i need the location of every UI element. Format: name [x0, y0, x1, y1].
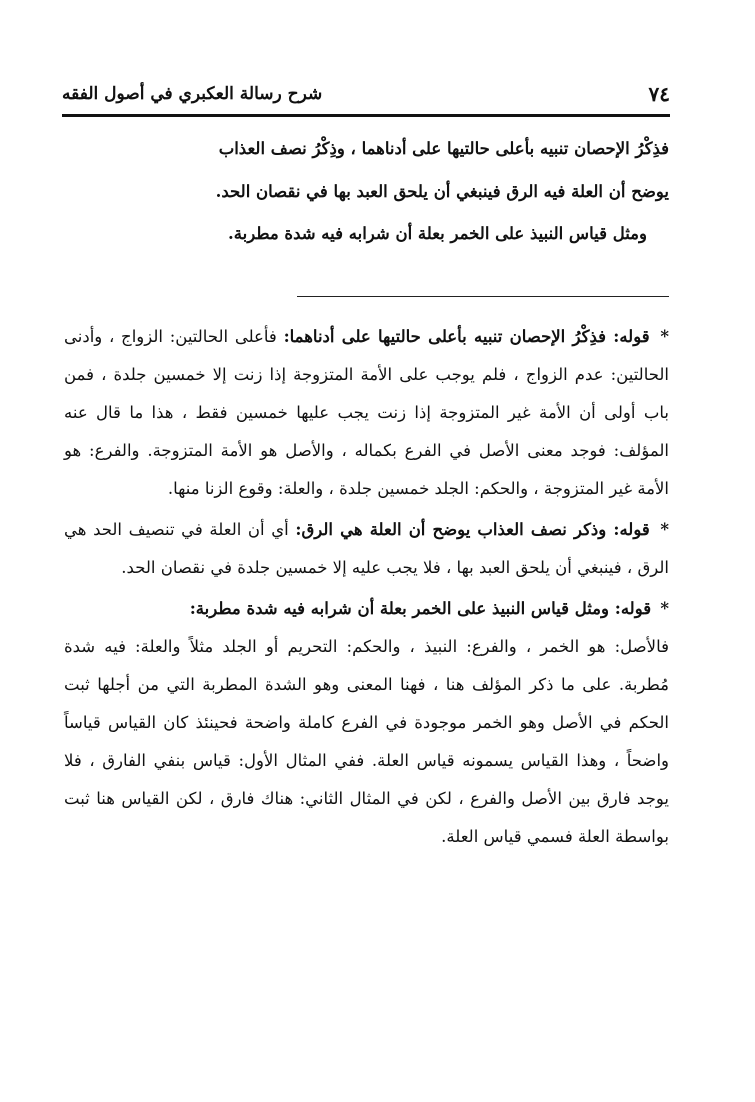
matn-line: يوضح أن العلة فيه الرق فينبغي أن يلحق العبد بها في نقصان الحد.	[215, 181, 669, 201]
commentary-body: فأعلى الحالتين: الزواج ، وأدنى الحالتين: عدم الزواج ، فلم يوجب على الأمة المتزوجة إذا زنت إلا خمسين جلدة ، فمن باب أولى أن الأمة غير المتزوجة إذا زنت يجب عليها خمسين فقط ، هذا ما قال عنه المؤلف: فوجد معنى الأصل في الفرع بكماله ، والأصل هو الأمة المتزوجة. والفرع: هو الأمة غير المتزوجة ، والحكم: الجلد خمسين جلدة ، والعلة: وقوع الزنا منها.	[64, 327, 669, 498]
running-header	[62, 78, 670, 112]
asterisk-marker: *	[660, 599, 669, 618]
quoted-lead: قوله: ومثل قياس النبيذ على الخمر بعلة أن شرابه فيه شدة مطربة:	[189, 599, 652, 618]
header-rule	[62, 114, 670, 117]
commentary-text	[64, 318, 669, 859]
commentary-paragraph	[64, 511, 669, 587]
page-number: ٧٤	[648, 82, 670, 106]
matn-text	[64, 128, 669, 256]
commentary-paragraph	[64, 590, 669, 856]
quoted-lead: قوله: فذِكْرُ الإحصان تنبيه بأعلى حالتيها على أدناهما:	[283, 327, 650, 346]
quoted-lead: قوله: وذكر نصف العذاب يوضح أن العلة هي الرق:	[295, 520, 650, 539]
section-divider	[297, 296, 669, 297]
matn-line: فذِكْرُ الإحصان تنبيه بأعلى حالتيها على أدناهما ، وذِكْرُ نصف العذاب	[218, 139, 669, 158]
matn-line: ومثل قياس النبيذ على الخمر بعلة أن شرابه فيه شدة مطربة.	[228, 224, 647, 243]
asterisk-marker: *	[660, 520, 670, 539]
asterisk-marker: *	[660, 327, 670, 346]
commentary-paragraph	[64, 318, 669, 508]
commentary-body: فالأصل: هو الخمر ، والفرع: النبيذ ، والحكم: التحريم أو الجلد مثلاً والعلة: فيه شدة مُطربة. على ما ذكر المؤلف هنا ، فهنا المعنى وهو الشدة المطربة التي من أجلها ثبت الحكم في الأصل وهو الخمر موجودة في الفرع كاملة واضحة فحينئذ كان القياس قياساً واضحاً ، وهذا القياس يسمونه قياس العلة. ففي المثال الأول: قياس بنفي الفارق ، فلا يوجد فارق بين الأصل والفرع ، لكن في المثال الثاني: هناك فارق ، لكن القياس هنا ثبت بواسطة العلة فسمي قياس العلة.	[64, 637, 669, 846]
commentary-body: أي أن العلة في تنصيف الحد هي الرق ، فينبغي أن يلحق العبد بها ، فلا يجب عليه إلا خمسين جلدة في نقصان الحد.	[64, 520, 669, 577]
book-title: شرح رسالة العكبري في أصول الفقه	[62, 84, 323, 104]
